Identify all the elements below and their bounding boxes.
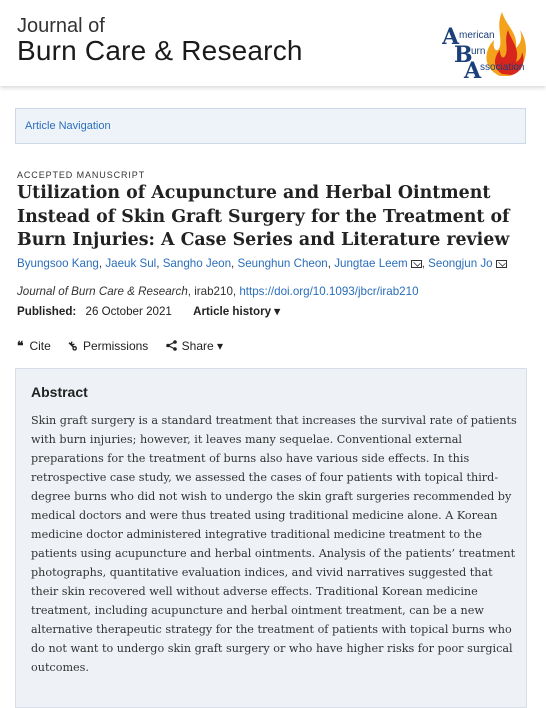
published-label: Published: <box>17 305 77 318</box>
published-date: 26 October 2021 <box>85 305 172 318</box>
article-title: Utilization of Acupuncture and Herbal Ointment Instead of Skin Graft Surgery for the Treatment of Burn Injuries: A Case Series and Literature review <box>17 183 510 250</box>
author-link[interactable]: Jaeuk Sul <box>105 257 157 270</box>
permissions-label: Permissions <box>82 339 149 353</box>
cite-button[interactable] <box>17 339 51 353</box>
permissions-button[interactable] <box>64 337 149 355</box>
journal-name-line1[interactable]: Journal of <box>17 15 105 37</box>
cite-label: Cite <box>29 339 51 353</box>
email-icon[interactable] <box>411 260 422 268</box>
aba-logo[interactable] <box>442 10 532 80</box>
author-link[interactable]: Byungsoo Kang <box>17 257 99 270</box>
logo-letter-a1: A <box>442 24 460 50</box>
quote-icon: ❝ <box>17 339 24 353</box>
abstract-heading: Abstract <box>31 384 88 400</box>
logo-word-1: merican <box>459 30 495 41</box>
article-history-toggle[interactable]: Article history ▾ <box>193 305 281 318</box>
logo-letter-a2: A <box>464 58 482 80</box>
citation-journal: Journal of Burn Care & Research <box>17 285 188 298</box>
abstract-section <box>15 368 527 708</box>
journal-name-line2[interactable]: Burn Care & Research <box>17 35 303 66</box>
logo-word-2: urn <box>471 46 486 57</box>
share-button[interactable] <box>166 339 223 353</box>
logo-letter-b: B <box>454 42 473 68</box>
site-header <box>0 0 546 86</box>
share-icon <box>166 340 177 351</box>
doi-link[interactable]: https://doi.org/10.1093/jbcr/irab210 <box>239 285 419 298</box>
author-link[interactable]: Jungtae Leem <box>334 257 408 270</box>
author-list: Byungsoo Kang, Jaeuk Sul, Sangho Jeon, Seunghun Cheon, Jungtae Leem , Seongjun Jo <box>17 257 537 270</box>
article-actions <box>17 339 237 353</box>
logo-word-3: ssociation <box>480 62 525 73</box>
citation-id: , irab210, <box>187 285 240 298</box>
key-icon: ⚷ <box>64 337 81 355</box>
author-link[interactable]: Seunghun Cheon <box>237 257 328 270</box>
article-navigation-label[interactable]: Article Navigation <box>25 120 111 132</box>
email-icon[interactable] <box>496 260 507 268</box>
author-link[interactable]: Seongjun Jo <box>428 257 493 270</box>
article-type-label: ACCEPTED MANUSCRIPT <box>17 170 146 180</box>
author-link[interactable]: Sangho Jeon <box>162 257 232 270</box>
article-navigation[interactable] <box>15 108 526 144</box>
citation-line <box>17 285 419 298</box>
abstract-text: Skin graft surgery is a standard treatment that increases the survival rate of patients with burn injuries; however, it leaves many sequelae. Conventional external preparations for the treatment of burns also have various side effects. In this retrospective case study, we assessed the cases of four patients with topical third-degree burns who did not wish to undergo the skin graft surgeries recommended by medical doctors and were thus treated using traditional medicine alone. A Korean medicine doctor administered integrative traditional medicine treatment to the patients using acupuncture and herbal ointments. Analysis of the patients’ treatment photographs, quantitative evaluation indices, and vivid narratives suggested that their skin recovered well without adverse effects. Traditional Korean medicine treatment, including acupuncture and herbal ointment treatment, can be a new alternative therapeutic strategy for the treatment of patients with topical burns who do not want to undergo skin graft surgery or who have higher risks for poor surgical outcomes. <box>31 414 517 674</box>
share-label: Share ▾ <box>181 339 224 353</box>
published-line <box>17 304 280 318</box>
